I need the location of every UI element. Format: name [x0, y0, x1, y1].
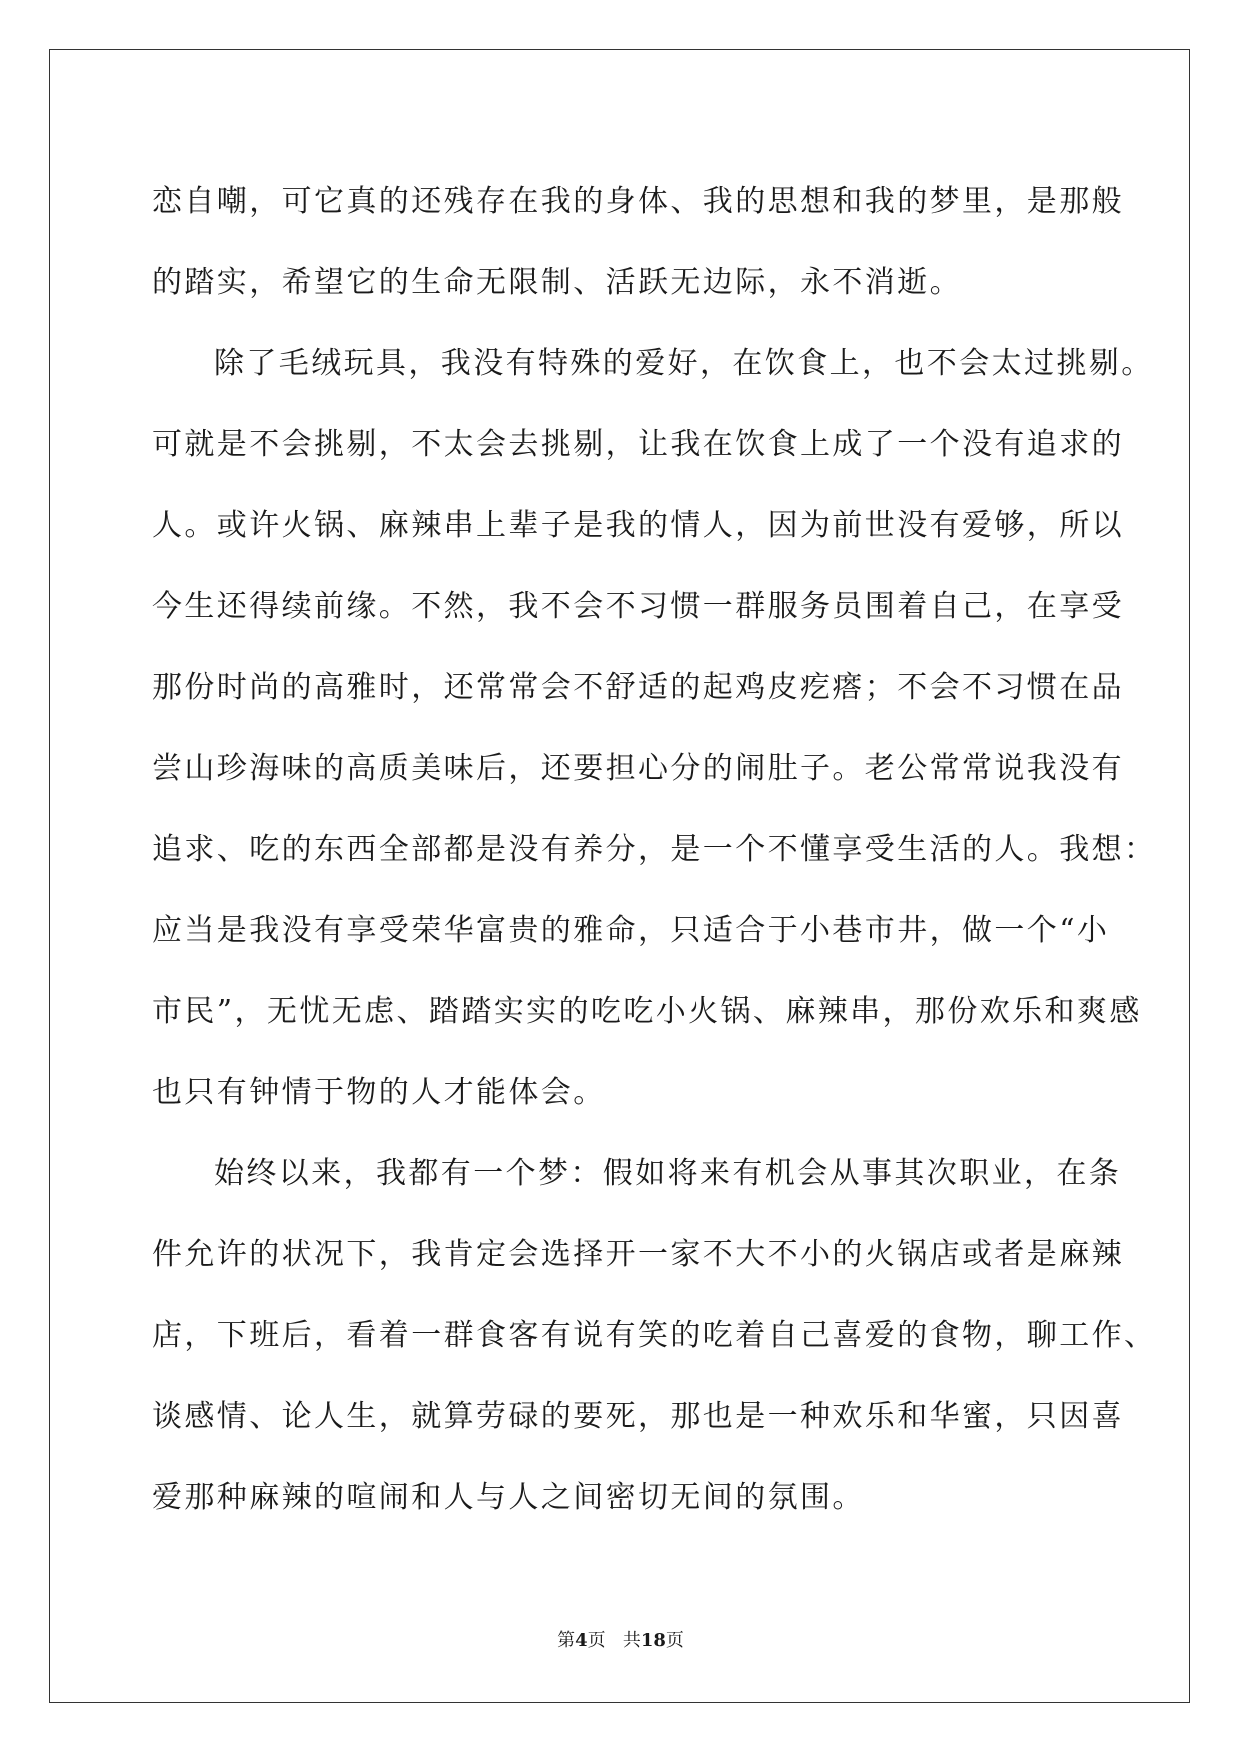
text-line: 始终以来，我都有一个梦：假如将来有机会从事其次职业，在条 — [214, 1156, 1122, 1191]
text-line: 爱那种麻辣的喧闹和人与人之间密切无间的氛围。 — [152, 1480, 865, 1515]
text-line: 人。或许火锅、麻辣串上辈子是我的情人，因为前世没有爱够，所以 — [152, 508, 1124, 543]
footer-total-pages: 18 — [640, 1630, 666, 1651]
text-line: 应当是我没有享受荣华富贵的雅命，只适合于小巷市井，做一个“小 — [152, 913, 1110, 948]
document-body — [152, 161, 1157, 1538]
text-line: 除了毛绒玩具，我没有特殊的爱好，在饮食上，也不会太过挑剔。 — [214, 346, 1154, 381]
text-line: 店，下班后，看着一群食客有说有笑的吃着自己喜爱的食物，聊工作、 — [152, 1318, 1157, 1353]
text-line: 尝山珍海味的高质美味后，还要担心分的闹肚子。老公常常说我没有 — [152, 751, 1124, 786]
footer-total-prefix: 共 — [622, 1630, 641, 1651]
text-line: 件允许的状况下，我肯定会选择开一家不大不小的火锅店或者是麻辣 — [152, 1237, 1124, 1272]
text-line: 追求、吃的东西全部都是没有养分，是一个不懂享受生活的人。我想： — [152, 832, 1157, 867]
footer-current-page: 4 — [575, 1630, 588, 1651]
footer-total-suffix: 页 — [665, 1630, 684, 1651]
text-line: 也只有钟情于物的人才能体会。 — [152, 1075, 606, 1110]
footer-page-prefix: 第 — [557, 1630, 576, 1651]
footer-page-suffix: 页 — [587, 1630, 606, 1651]
page-footer — [0, 1626, 1241, 1652]
text-line: 今生还得续前缘。不然，我不会不习惯一群服务员围着自己，在享受 — [152, 589, 1124, 624]
text-line: 的踏实，希望它的生命无限制、活跃无边际，永不消逝。 — [152, 265, 962, 300]
text-line: 谈感情、论人生，就算劳碌的要死，那也是一种欢乐和华蜜，只因喜 — [152, 1399, 1124, 1434]
text-line: 恋自嘲，可它真的还残存在我的身体、我的思想和我的梦里，是那般 — [152, 184, 1124, 219]
text-line: 那份时尚的高雅时，还常常会不舒适的起鸡皮疙瘩；不会不习惯在品 — [152, 670, 1124, 705]
text-line: 可就是不会挑剔，不太会去挑剔，让我在饮食上成了一个没有追求的 — [152, 427, 1124, 462]
text-line: 市民”，无忧无虑、踏踏实实的吃吃小火锅、麻辣串，那份欢乐和爽感 — [152, 994, 1142, 1029]
